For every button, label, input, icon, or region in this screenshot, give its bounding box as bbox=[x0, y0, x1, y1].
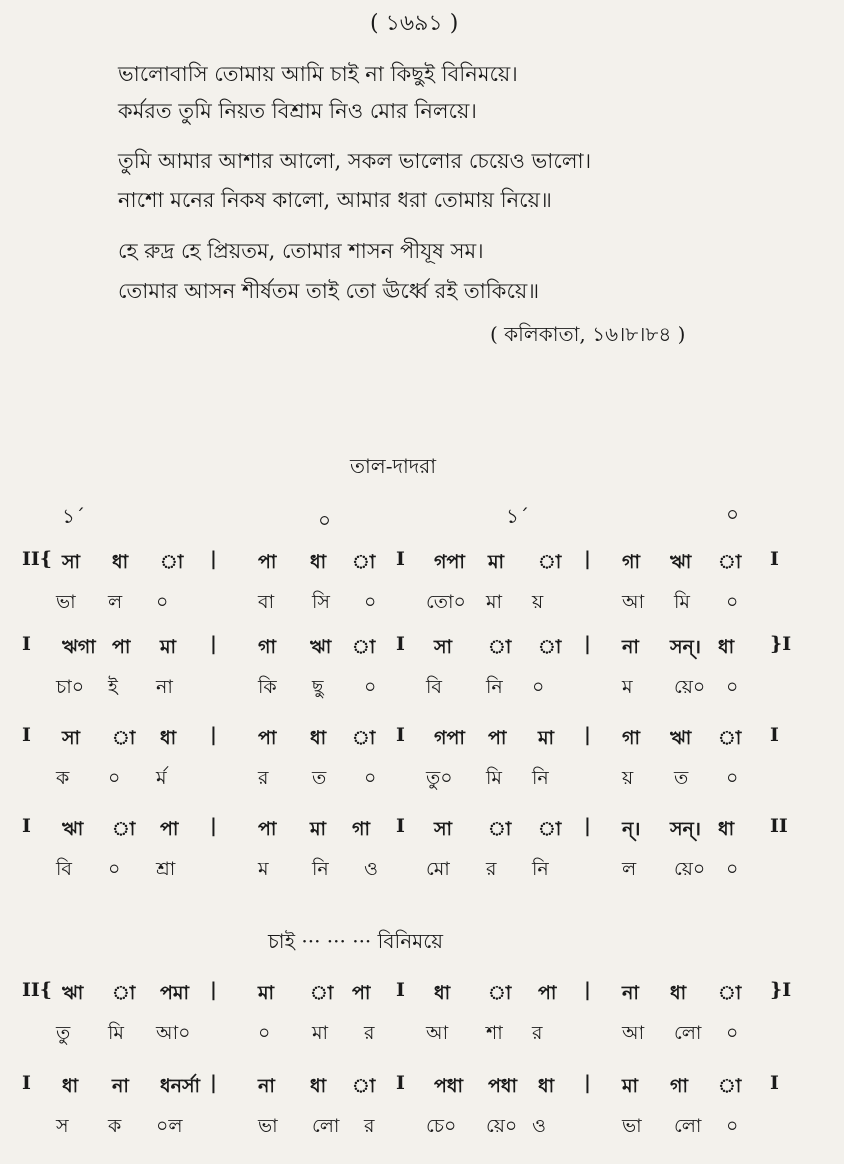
note-symbol: া bbox=[112, 818, 136, 840]
beat-mark: ১´ bbox=[62, 504, 85, 528]
note-symbol: II{ bbox=[22, 548, 52, 570]
note-symbol: | bbox=[210, 724, 217, 746]
note-symbol: ন্‌। bbox=[622, 818, 641, 840]
note-symbol: I bbox=[396, 548, 405, 570]
lyric-syllable: ত bbox=[312, 767, 327, 789]
note-symbol: া bbox=[310, 982, 334, 1004]
note-symbol: ধা bbox=[670, 982, 687, 1004]
note-symbol: া bbox=[718, 1075, 742, 1097]
note-symbol: া bbox=[112, 982, 136, 1004]
lyric-syllable: না bbox=[156, 676, 173, 698]
page-number: ( ১৬৯১ ) bbox=[370, 11, 459, 36]
note-symbol: পমা bbox=[160, 982, 189, 1004]
lyric-syllable: ০ bbox=[532, 676, 545, 698]
note-symbol: | bbox=[584, 724, 591, 746]
note-symbol: | bbox=[210, 815, 217, 837]
taal-title: তাল-দাদরা bbox=[350, 454, 437, 478]
lyric-syllable: ম bbox=[258, 858, 269, 880]
lyric-syllable: চা০ bbox=[56, 676, 85, 698]
lyric-syllable: ক bbox=[56, 767, 70, 789]
lyric-syllable: বি bbox=[426, 676, 443, 698]
note-symbol: া bbox=[718, 982, 742, 1004]
note-symbol: II{ bbox=[22, 979, 52, 1001]
lyric-syllable: র bbox=[364, 1022, 375, 1044]
lyric-syllable: য় bbox=[622, 767, 634, 789]
note-symbol: সা bbox=[434, 636, 453, 658]
note-symbol: I bbox=[770, 548, 779, 570]
note-symbol: সা bbox=[434, 818, 453, 840]
note-symbol: া bbox=[352, 636, 376, 658]
lyric-syllable: আ bbox=[622, 1022, 645, 1044]
note-symbol: সা bbox=[62, 551, 81, 573]
lyric-syllable: ০ bbox=[364, 767, 377, 789]
lyric-syllable: ০ bbox=[726, 1115, 739, 1137]
note-symbol: I bbox=[22, 724, 31, 746]
note-symbol: ধা bbox=[310, 727, 327, 749]
note-symbol: গপা bbox=[434, 727, 465, 749]
note-symbol: না bbox=[112, 1075, 129, 1097]
note-symbol: গা bbox=[622, 727, 640, 749]
note-symbol: ধা bbox=[718, 818, 735, 840]
lyric-syllable: য়ে০ bbox=[486, 1115, 518, 1137]
note-symbol: মা bbox=[258, 982, 275, 1004]
lyric-syllable: লো bbox=[674, 1115, 702, 1137]
lyric-syllable: ল bbox=[108, 591, 123, 613]
note-symbol: | bbox=[210, 1072, 217, 1094]
note-symbol: া bbox=[488, 636, 512, 658]
note-symbol: | bbox=[210, 633, 217, 655]
note-symbol: I bbox=[22, 633, 31, 655]
note-symbol: I bbox=[22, 1072, 31, 1094]
lyric-syllable: বি bbox=[56, 858, 73, 880]
note-symbol: }I bbox=[770, 979, 792, 1001]
note-symbol: ঋগা bbox=[62, 636, 96, 658]
note-symbol: I bbox=[396, 1072, 405, 1094]
note-symbol: ঋা bbox=[670, 551, 692, 573]
note-symbol: I bbox=[396, 979, 405, 1001]
note-symbol: I bbox=[770, 724, 779, 746]
note-symbol: মা bbox=[160, 636, 177, 658]
note-symbol: া bbox=[538, 551, 562, 573]
lyric-syllable: মো bbox=[426, 858, 450, 880]
lyric-syllable: ম bbox=[622, 676, 633, 698]
lyric-syllable: ছু bbox=[312, 676, 324, 698]
lyric-syllable: ও bbox=[532, 1115, 546, 1137]
beat-mark: ১´ bbox=[506, 504, 529, 528]
lyric-syllable: ল bbox=[622, 858, 637, 880]
lyric-syllable: তু০ bbox=[426, 767, 453, 789]
lyric-syllable: র bbox=[258, 767, 269, 789]
poem-line: হে রুদ্র হে প্রিয়তম, তোমার শাসন পীযূষ সম। bbox=[118, 239, 484, 263]
note-symbol: ঋা bbox=[670, 727, 692, 749]
note-symbol: গপা bbox=[434, 551, 465, 573]
lyric-syllable: ০ bbox=[726, 591, 739, 613]
lyric-syllable: বা bbox=[258, 591, 275, 613]
lyric-syllable: ত bbox=[674, 767, 689, 789]
lyric-syllable: নি bbox=[486, 676, 503, 698]
note-symbol: না bbox=[258, 1075, 275, 1097]
lyric-syllable: ০ bbox=[726, 1022, 739, 1044]
beat-mark: ০ bbox=[726, 502, 740, 526]
note-symbol: া bbox=[718, 727, 742, 749]
lyric-syllable: য়ে০ bbox=[674, 858, 706, 880]
note-symbol: | bbox=[584, 815, 591, 837]
lyric-syllable: তু bbox=[56, 1022, 71, 1044]
place-date: ( কলিকাতা, ১৬।৮।৮৪ ) bbox=[490, 322, 686, 346]
lyric-syllable: চে০ bbox=[426, 1115, 457, 1137]
note-symbol: }I bbox=[770, 633, 792, 655]
note-symbol: | bbox=[584, 548, 591, 570]
note-symbol: মা bbox=[488, 551, 505, 573]
note-symbol: া bbox=[718, 551, 742, 573]
lyric-syllable: নি bbox=[532, 858, 549, 880]
note-symbol: | bbox=[584, 979, 591, 1001]
lyric-syllable: ০ bbox=[726, 858, 739, 880]
lyric-syllable: মা bbox=[312, 1022, 329, 1044]
lyric-syllable: য়ে০ bbox=[674, 676, 706, 698]
lyric-syllable: র্ম bbox=[156, 767, 167, 789]
note-symbol: I bbox=[22, 815, 31, 837]
note-symbol: পা bbox=[488, 727, 507, 749]
note-symbol: সন্‌। bbox=[670, 636, 702, 658]
note-symbol: গা bbox=[258, 636, 276, 658]
lyric-syllable: নি bbox=[532, 767, 549, 789]
note-symbol: া bbox=[488, 818, 512, 840]
note-symbol: গা bbox=[622, 551, 640, 573]
note-symbol: I bbox=[396, 815, 405, 837]
lyric-syllable: মি bbox=[674, 591, 690, 613]
note-symbol: পা bbox=[258, 551, 277, 573]
lyric-syllable: আ bbox=[426, 1022, 449, 1044]
note-symbol: | bbox=[210, 979, 217, 1001]
note-symbol: | bbox=[584, 1072, 591, 1094]
note-symbol: I bbox=[396, 633, 405, 655]
note-symbol: | bbox=[210, 548, 217, 570]
poem-line: ভালোবাসি তোমায় আমি চাই না কিছুই বিনিময়ে। bbox=[118, 62, 518, 86]
note-symbol: পা bbox=[538, 982, 557, 1004]
lyric-syllable: ভা bbox=[622, 1115, 642, 1137]
lyric-syllable: ভা bbox=[258, 1115, 278, 1137]
lyric-syllable: স bbox=[56, 1115, 69, 1137]
note-symbol: পধা bbox=[488, 1075, 518, 1097]
note-symbol: গা bbox=[670, 1075, 688, 1097]
note-symbol: পা bbox=[258, 727, 277, 749]
note-symbol: া bbox=[538, 636, 562, 658]
note-symbol: া bbox=[112, 727, 136, 749]
lyric-syllable: নি bbox=[312, 858, 329, 880]
note-symbol: I bbox=[396, 724, 405, 746]
note-symbol: ধনর্সা bbox=[160, 1075, 201, 1097]
note-symbol: ধা bbox=[718, 636, 735, 658]
note-symbol: I bbox=[770, 1072, 779, 1094]
note-symbol: ধা bbox=[62, 1075, 79, 1097]
note-symbol: পা bbox=[112, 636, 131, 658]
note-symbol: গা bbox=[352, 818, 370, 840]
lyric-syllable: ই bbox=[108, 676, 118, 698]
note-symbol: ধা bbox=[310, 1075, 327, 1097]
lyric-syllable: লো bbox=[312, 1115, 340, 1137]
note-symbol: ধা bbox=[538, 1075, 555, 1097]
note-symbol: া bbox=[488, 982, 512, 1004]
note-symbol: | bbox=[584, 633, 591, 655]
note-symbol: পা bbox=[258, 818, 277, 840]
lyric-syllable: ০ bbox=[726, 767, 739, 789]
lyric-syllable: ক bbox=[108, 1115, 122, 1137]
lyric-syllable: ও bbox=[364, 858, 378, 880]
lyric-syllable: ০ bbox=[108, 767, 121, 789]
section-title: চাই ··· ··· ··· বিনিময়ে bbox=[268, 929, 444, 953]
note-symbol: া bbox=[352, 551, 376, 573]
lyric-syllable: লো bbox=[674, 1022, 702, 1044]
note-symbol: ধা bbox=[434, 982, 451, 1004]
note-symbol: মা bbox=[622, 1075, 639, 1097]
lyric-syllable: র bbox=[364, 1115, 375, 1137]
note-symbol: ধা bbox=[112, 551, 129, 573]
note-symbol: া bbox=[538, 818, 562, 840]
lyric-syllable: শ্রা bbox=[156, 858, 176, 880]
note-symbol: পা bbox=[160, 818, 179, 840]
note-symbol: া bbox=[160, 551, 184, 573]
note-symbol: সন্‌। bbox=[670, 818, 702, 840]
beat-mark: ০ bbox=[318, 508, 332, 532]
lyric-syllable: মি bbox=[108, 1022, 124, 1044]
poem-line: তুমি আমার আশার আলো, সকল ভালোর চেয়েও ভালো। bbox=[118, 149, 592, 173]
lyric-syllable: তো০ bbox=[426, 591, 466, 613]
note-symbol: না bbox=[622, 636, 639, 658]
lyric-syllable: আ০ bbox=[156, 1022, 191, 1044]
note-symbol: ধা bbox=[310, 551, 327, 573]
lyric-syllable: ০ল bbox=[156, 1115, 183, 1137]
lyric-syllable: র bbox=[486, 858, 497, 880]
lyric-syllable: ০ bbox=[364, 676, 377, 698]
lyric-syllable: মি bbox=[486, 767, 502, 789]
lyric-syllable: ০ bbox=[156, 591, 169, 613]
lyric-syllable: য় bbox=[532, 591, 544, 613]
lyric-syllable: ০ bbox=[364, 591, 377, 613]
lyric-syllable: আ bbox=[622, 591, 645, 613]
lyric-syllable: সি bbox=[312, 591, 330, 613]
lyric-syllable: ভা bbox=[56, 591, 76, 613]
note-symbol: ঋা bbox=[310, 636, 332, 658]
note-symbol: ঋা bbox=[62, 982, 84, 1004]
poem-line: নাশো মনের নিকষ কালো, আমার ধরা তোমায় নিয়ে॥ bbox=[118, 188, 552, 212]
note-symbol: ধা bbox=[160, 727, 177, 749]
note-symbol: II bbox=[770, 815, 788, 837]
note-symbol: া bbox=[352, 1075, 376, 1097]
lyric-syllable: ০ bbox=[726, 676, 739, 698]
note-symbol: ঋা bbox=[62, 818, 84, 840]
poem-line: তোমার আসন শীর্ষতম তাই তো ঊর্ধ্বে রই তাকিয়ে॥ bbox=[118, 279, 540, 303]
lyric-syllable: কি bbox=[258, 676, 277, 698]
note-symbol: না bbox=[622, 982, 639, 1004]
lyric-syllable: ০ bbox=[258, 1022, 271, 1044]
note-symbol: মা bbox=[538, 727, 555, 749]
note-symbol: মা bbox=[310, 818, 327, 840]
note-symbol: পধা bbox=[434, 1075, 464, 1097]
lyric-syllable: ০ bbox=[108, 858, 121, 880]
lyric-syllable: মা bbox=[486, 591, 503, 613]
lyric-syllable: র bbox=[532, 1022, 543, 1044]
note-symbol: া bbox=[352, 727, 376, 749]
note-symbol: সা bbox=[62, 727, 81, 749]
note-symbol: পা bbox=[352, 982, 371, 1004]
poem-line: কর্মরত তুমি নিয়ত বিশ্রাম নিও মোর নিলয়ে। bbox=[118, 99, 477, 123]
lyric-syllable: শা bbox=[486, 1022, 503, 1044]
